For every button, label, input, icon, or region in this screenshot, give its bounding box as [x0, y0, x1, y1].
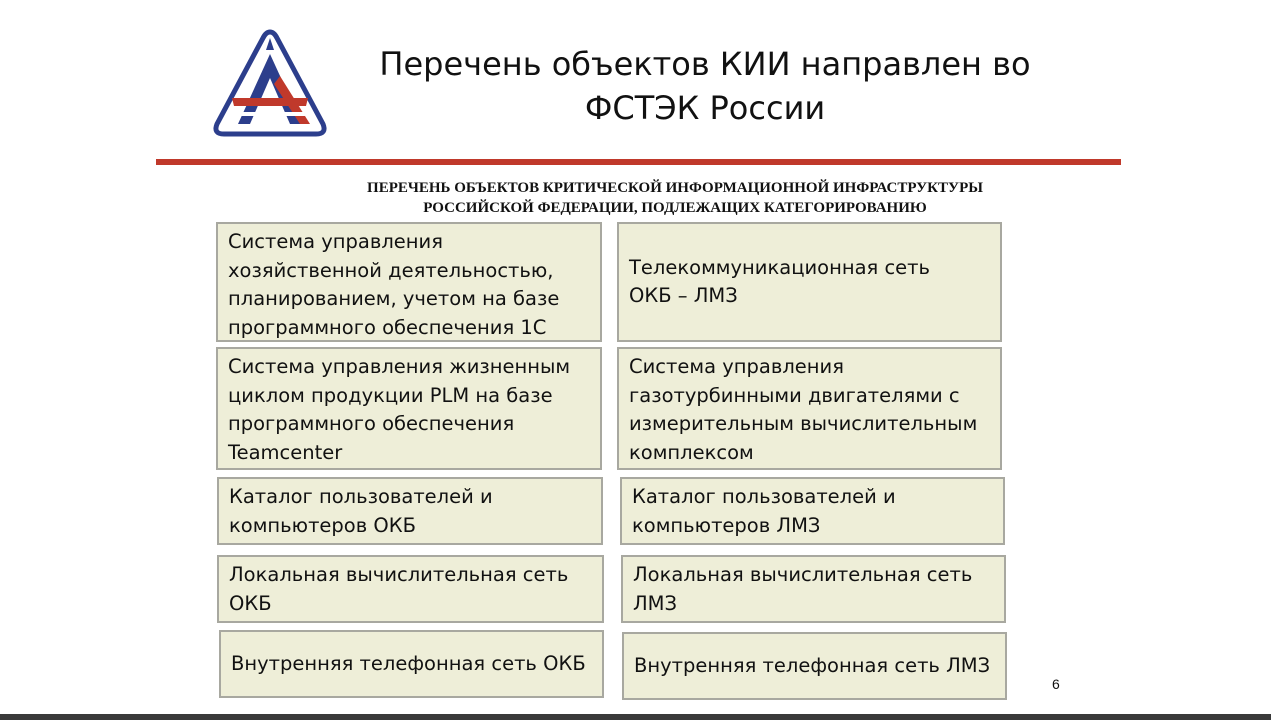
object-box-phone-network-okb	[219, 630, 604, 698]
object-box-lan-okb	[217, 555, 604, 623]
list-heading-line-1: ПЕРЕЧЕНЬ ОБЪЕКТОВ КРИТИЧЕСКОЙ ИНФОРМАЦИОННОЙ ИНФРАСТРУКТУРЫ	[367, 180, 983, 196]
page-title	[340, 42, 1070, 130]
title-line-1: Перечень объектов КИИ направлен во	[379, 45, 1031, 83]
viewer-bottom-bar	[0, 714, 1271, 720]
object-box-user-catalog-lmz	[620, 477, 1005, 545]
object-label: Каталог пользователей и компьютеров ЛМЗ	[632, 485, 896, 537]
object-box-gas-turbine-system	[617, 347, 1002, 470]
company-logo-icon	[210, 28, 330, 140]
object-box-telecom-network	[617, 222, 1002, 342]
object-label: Телекоммуникационная сеть ОКБ – ЛМЗ	[629, 255, 931, 307]
object-label: Локальная вычислительная сеть ОКБ	[229, 563, 569, 615]
object-box-1c-system	[216, 222, 602, 342]
object-box-plm-system	[216, 347, 602, 470]
list-heading-line-2: РОССИЙСКОЙ ФЕДЕРАЦИИ, ПОДЛЕЖАЩИХ КАТЕГОРИРОВАНИЮ	[423, 200, 927, 216]
object-box-phone-network-lmz	[622, 632, 1007, 700]
object-label: Система управления жизненным циклом продукции PLM на базе программного обеспечения Teamcenter	[228, 355, 571, 464]
object-label: Система управления газотурбинными двигателями с измерительным вычислительным комплексом	[629, 355, 978, 464]
list-heading	[300, 178, 1050, 218]
title-line-2: ФСТЭК России	[584, 89, 826, 127]
object-label: Внутренняя телефонная сеть ОКБ	[231, 651, 586, 675]
object-label: Внутренняя телефонная сеть ЛМЗ	[634, 653, 991, 677]
object-label: Локальная вычислительная сеть ЛМЗ	[633, 563, 973, 615]
page-number: 6	[1052, 676, 1060, 692]
object-box-lan-lmz	[621, 555, 1006, 623]
object-label: Каталог пользователей и компьютеров ОКБ	[229, 485, 493, 537]
object-box-user-catalog-okb	[217, 477, 603, 545]
title-divider	[156, 159, 1121, 165]
object-label: Система управления хозяйственной деятельностью, планированием, учетом на базе программного обеспечения 1С	[228, 230, 560, 339]
